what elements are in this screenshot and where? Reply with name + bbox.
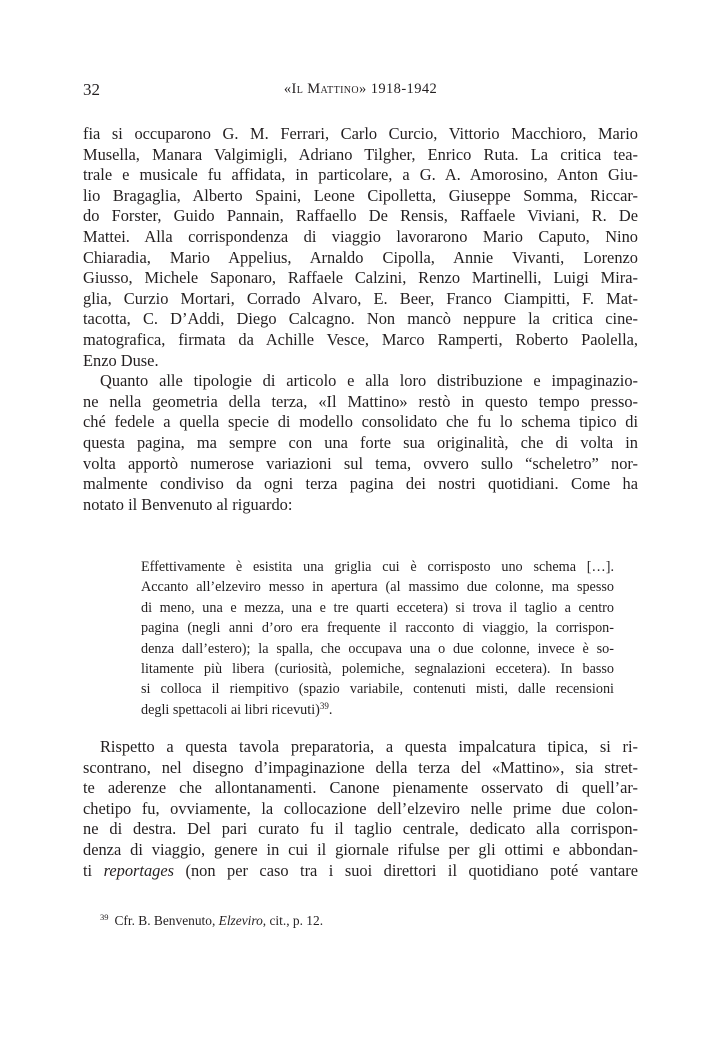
quote-line [141,700,614,720]
text-line: fia si occuparono G. M. Ferrari, Carlo Curcio, Vittorio Macchioro, Mario [83,124,638,143]
text-span: (non per caso tra i suoi direttori il quotidiano poté vantare [174,860,638,880]
paragraph-template [83,737,638,881]
quote-line: Effettivamente è esistita una griglia cui è corrisposto uno schema […]. [141,559,614,575]
footnote [100,913,323,929]
footnote-text: Cfr. B. Benvenuto, [114,913,219,928]
text-line: Quanto alle tipologie di articolo e alla loro distribuzione e impaginazio- [100,371,638,391]
paragraph-contributors [83,124,638,371]
footnote-text: , cit., p. 12. [262,913,324,928]
footnote-reference[interactable]: 39 [319,700,329,711]
text-line: questa pagina, ma sempre con una forte sua originalità, che di volta in [83,432,638,452]
main-text-bottom [83,737,638,881]
quote-line: Accanto all’elzeviro messo in apertura (al massimo due colonne, ma spesso [141,579,614,596]
page-header [83,80,638,104]
quote-line: di meno, una e mezza, una e tre quarti eccetera) si trova il taglio a centro [141,599,614,616]
text-line [83,861,638,882]
quote-text: . [328,701,333,718]
text-line: Giusso, Michele Saponaro, Raffaele Calzini, Renzo Martinelli, Luigi Mira- [83,268,638,288]
page-number: 32 [83,80,100,99]
footnote-italic-title: Elzeviro [218,913,263,928]
text-line: scontrano, nel disegno d’impaginazione della terza del «Mattino», sia stret- [83,757,638,777]
running-head: «Il Mattino» 1918-1942 [283,81,438,97]
text-line: Musella, Manara Valgimigli, Adriano Tilgher, Enrico Ruta. La critica tea- [83,144,638,164]
text-line: te aderenze che allontanamenti. Canone pienamente osservato di quell’ar- [83,778,638,798]
text-line: ne nella geometria della terza, «Il Mattino» restò in questo tempo presso- [83,391,638,411]
text-line: ne di destra. Del pari curato fu il taglio centrale, dedicato alla corrispon- [83,819,638,839]
text-line: notato il Benvenuto al riguardo: [83,494,293,514]
text-line: lio Bragaglia, Alberto Spaini, Leone Cipolletta, Giuseppe Somma, Riccar- [83,185,638,205]
text-line: chetipo fu, ovviamente, la collocazione dell’elzeviro nelle prime due colon- [83,798,638,818]
text-line: matografica, firmata da Achille Vesce, Marco Ramperti, Roberto Paolella, [83,329,638,349]
italic-term: reportages [103,860,175,880]
footnote-number: 39 [100,912,109,922]
quote-line: pagina (negli anni d’oro era frequente il racconto di viaggio, la corrispon- [141,620,614,637]
quote-line: litamente più libera (curiosità, polemiche, segnalazioni eccetera). In basso [141,660,614,677]
text-line: do Forster, Guido Pannain, Raffaello De Rensis, Raffaele Viviani, R. De [83,206,638,226]
text-line: tacotta, C. D’Addi, Diego Calcagno. Non mancò neppure la critica cine- [83,309,638,329]
text-line: ché fedele a quella specie di modello consolidato che fu lo schema tipico di [83,412,638,432]
paragraph-typologies [83,371,638,515]
quote-line: denza dall’estero); la spalla, che occupava una o due colonne, invece è so- [141,640,614,657]
text-line: denza di viaggio, genere in cui il giornale rifulse per gli ottimi e abbondan- [83,839,638,859]
text-line: malmente condiviso da ogni terza pagina dei nostri quotidiani. Come ha [83,474,638,494]
text-line: volta apportò numerose variazioni sul tema, ovvero sullo “scheletro” nor- [83,453,638,473]
text-line: glia, Curzio Mortari, Corrado Alvaro, E. Beer, Franco Ciampitti, F. Mat- [83,288,638,308]
text-line: trale e musicale fu affidata, in particolare, a G. A. Amorosino, Anton Giu- [83,165,638,185]
text-line: Mattei. Alla corrispondenza di viaggio lavorarono Mario Caputo, Nino [83,226,638,246]
main-text-top [83,124,638,515]
text-line: Chiaradia, Mario Appelius, Arnaldo Cipolla, Annie Vivanti, Lorenzo [83,247,638,267]
quote-text: degli spettacoli ai libri ricevuti) [141,701,320,718]
blockquote [141,557,614,720]
text-line: Rispetto a questa tavola preparatoria, a questa impalcatura tipica, si ri- [100,737,638,756]
text-line: Enzo Duse. [83,350,159,370]
text-span: ti [83,860,104,880]
quote-line: si colloca il riempitivo (spazio variabile, contenuti misti, dalle recensioni [141,681,614,698]
